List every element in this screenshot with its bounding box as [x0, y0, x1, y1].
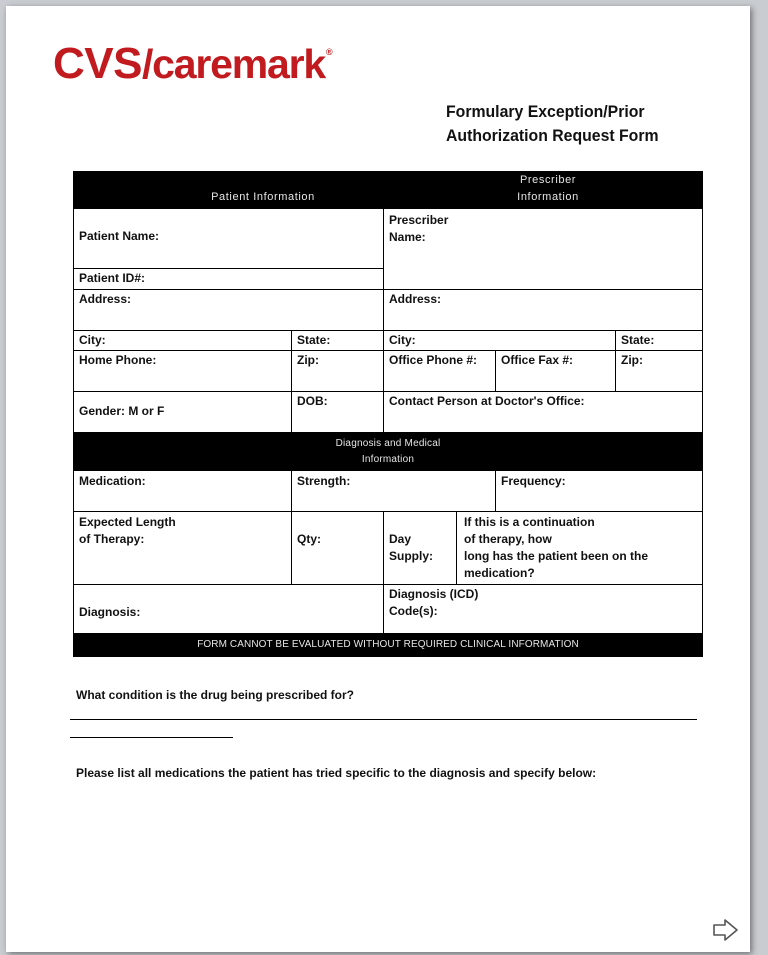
prescriber-zip-field[interactable]: [615, 350, 703, 392]
expected-length-label-2: of Therapy:: [79, 532, 145, 546]
office-phone-label: Office Phone #:: [389, 353, 478, 367]
continuation-field[interactable]: [456, 511, 703, 585]
strength-field[interactable]: [291, 470, 496, 512]
contact-person-label: Contact Person at Doctor's Office:: [389, 394, 585, 408]
dob-label: DOB:: [297, 394, 328, 408]
prescriber-address-field[interactable]: [383, 289, 703, 331]
patient-city-label: City:: [79, 333, 106, 347]
patient-address-label: Address:: [79, 292, 132, 306]
patient-zip-label: Zip:: [297, 353, 319, 367]
icd-code-label-1: Diagnosis (ICD): [389, 587, 479, 601]
diagnosis-header-1: Diagnosis and Medical: [335, 438, 441, 449]
day-supply-label-1: Day: [389, 532, 412, 546]
diagnosis-header-2: Information: [361, 454, 415, 465]
prescriber-state-label: State:: [621, 333, 655, 347]
required-info-footer-bar: [73, 633, 703, 657]
prescriber-state-field[interactable]: [615, 330, 703, 351]
continuation-label-2: of therapy, how: [464, 532, 552, 546]
question-condition: What condition is the drug being prescribed for?: [76, 688, 355, 702]
patient-id-field[interactable]: [73, 268, 384, 290]
form-title: [446, 100, 697, 148]
home-phone-field[interactable]: [73, 350, 292, 392]
frequency-field[interactable]: [495, 470, 703, 512]
prescriber-name-field[interactable]: [383, 208, 703, 290]
day-supply-label-2: Supply:: [389, 549, 433, 563]
patient-state-field[interactable]: [291, 330, 384, 351]
medication-field[interactable]: [73, 470, 292, 512]
prescriber-name-label-1: Prescriber: [389, 213, 449, 227]
gender-field[interactable]: [73, 391, 292, 433]
day-supply-field[interactable]: [383, 511, 457, 585]
patient-address-field[interactable]: [73, 289, 384, 331]
prescriber-zip-label: Zip:: [621, 353, 643, 367]
logo-caremark: /caremark: [141, 41, 325, 87]
qty-label: Qty:: [297, 532, 321, 546]
patient-state-label: State:: [297, 333, 331, 347]
office-phone-field[interactable]: [383, 350, 496, 392]
prescriber-city-label: City:: [389, 333, 416, 347]
office-fax-label: Office Fax #:: [501, 353, 574, 367]
office-fax-field[interactable]: [495, 350, 616, 392]
strength-label: Strength:: [297, 474, 351, 488]
prescriber-city-field[interactable]: [383, 330, 616, 351]
frequency-label: Frequency:: [501, 474, 566, 488]
icd-code-field[interactable]: [383, 584, 703, 634]
diagnosis-field[interactable]: [73, 584, 384, 634]
form-table: [73, 171, 703, 657]
logo-brand: CVS: [53, 39, 142, 88]
patient-zip-field[interactable]: [291, 350, 384, 392]
patient-city-field[interactable]: [73, 330, 292, 351]
document-page: [6, 6, 750, 952]
expected-length-label-1: Expected Length: [79, 515, 176, 529]
prescriber-address-label: Address:: [389, 292, 442, 306]
medication-label: Medication:: [79, 474, 146, 488]
contact-person-field[interactable]: [383, 391, 703, 433]
icd-code-label-2: Code(s):: [389, 604, 438, 618]
next-page-arrow-icon[interactable]: [712, 918, 740, 942]
form-title-line1: Formulary Exception/Prior: [446, 102, 645, 121]
logo-registered-mark: ®: [325, 47, 332, 57]
prescriber-info-header-1: Prescriber: [519, 174, 577, 186]
required-info-notice: FORM CANNOT BE EVALUATED WITHOUT REQUIRED CLINICAL INFORMATION: [197, 639, 579, 650]
question-medications: Please list all medications the patient has tried specific to the diagnosis and specify below:: [76, 766, 597, 780]
diagnosis-header-bar: [73, 432, 703, 470]
answer-line-1[interactable]: [70, 719, 697, 720]
dob-field[interactable]: [291, 391, 384, 433]
info-header-bar: [73, 171, 703, 208]
patient-id-label: Patient ID#:: [79, 271, 146, 285]
form-title-line2: Authorization Request Form: [446, 126, 659, 145]
patient-name-field[interactable]: [73, 208, 384, 269]
gender-label: Gender: M or F: [79, 404, 165, 418]
answer-line-2[interactable]: [70, 737, 233, 738]
prescriber-name-label-2: Name:: [389, 230, 426, 244]
patient-info-header: Patient Information: [211, 191, 315, 203]
prescriber-info-header-2: Information: [517, 191, 579, 203]
expected-length-field[interactable]: [73, 511, 292, 585]
cvs-caremark-logo: [53, 39, 332, 88]
continuation-label-3: long has the patient been on the: [464, 549, 649, 563]
continuation-label-4: medication?: [464, 566, 535, 580]
diagnosis-label: Diagnosis:: [79, 605, 141, 619]
continuation-label-1: If this is a continuation: [464, 515, 595, 529]
patient-name-label: Patient Name:: [79, 229, 160, 243]
qty-field[interactable]: [291, 511, 384, 585]
home-phone-label: Home Phone:: [79, 353, 157, 367]
